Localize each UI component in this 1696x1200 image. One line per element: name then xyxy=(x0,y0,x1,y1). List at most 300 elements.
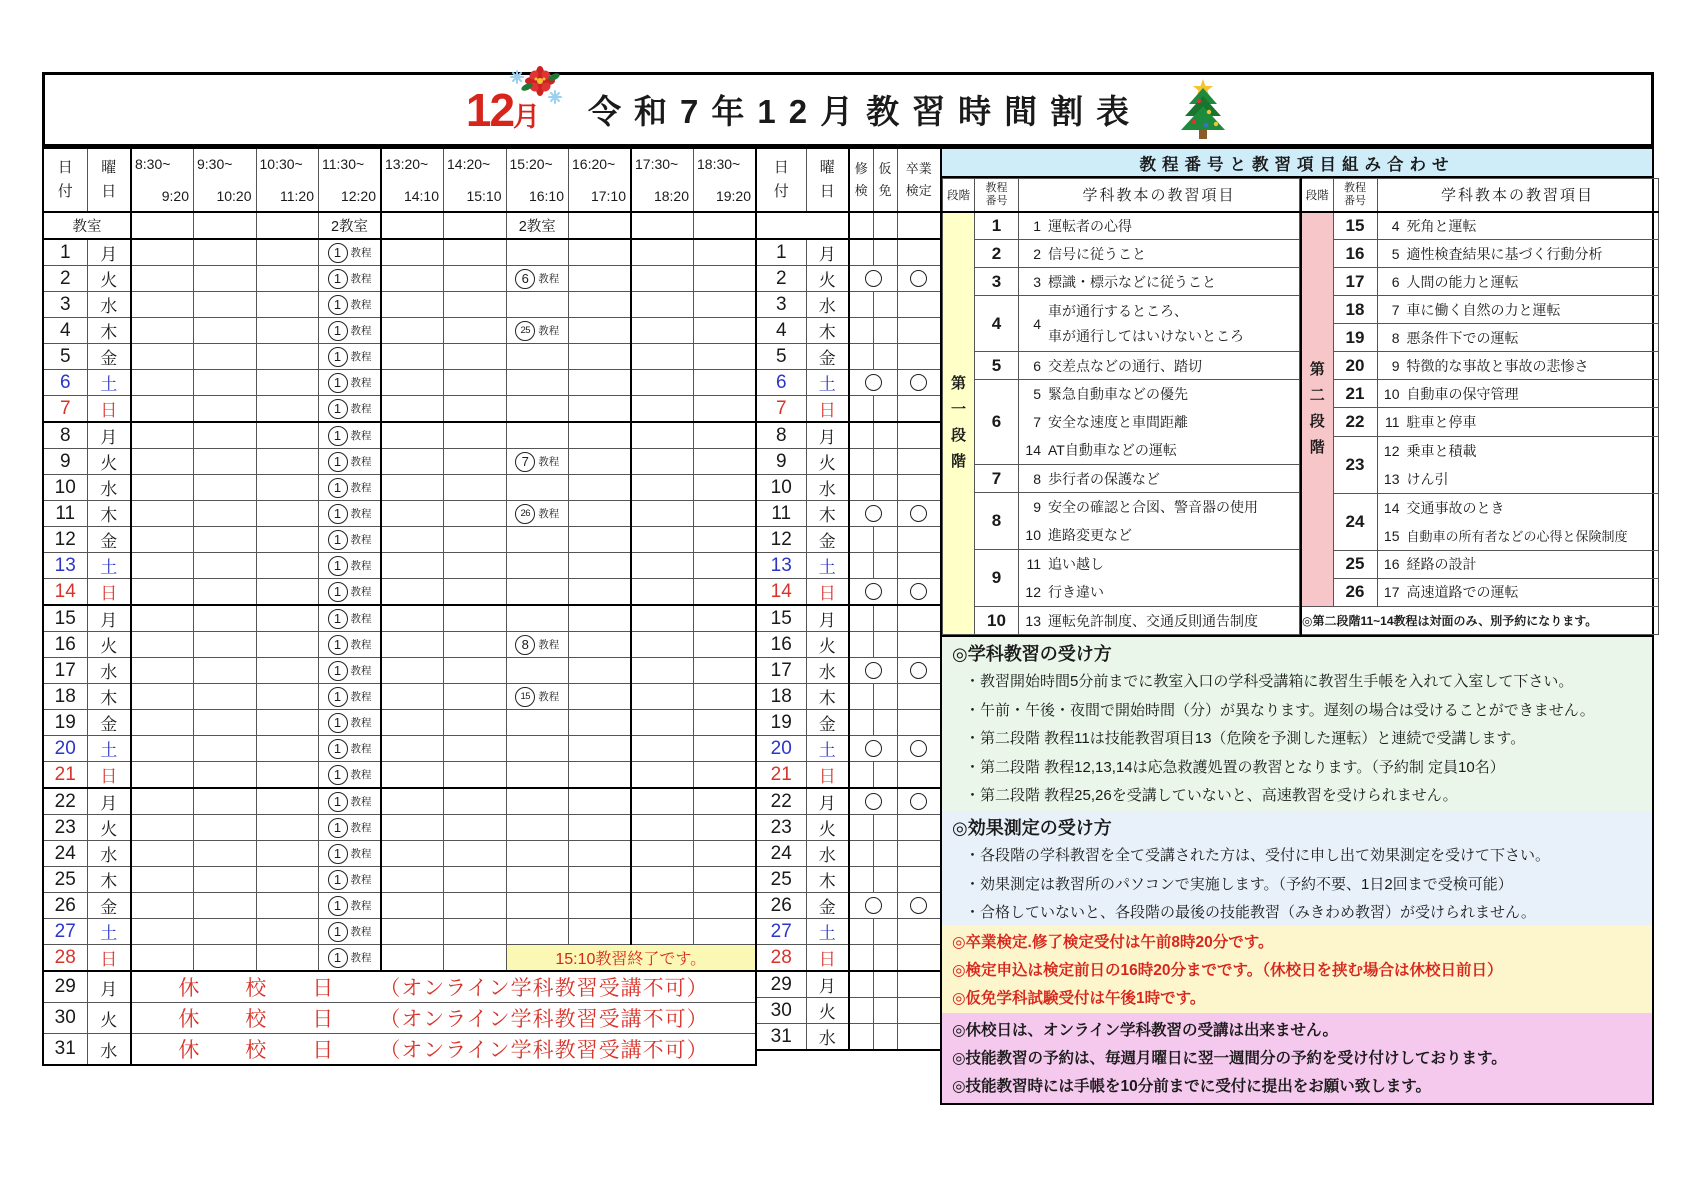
slot-cell xyxy=(194,396,257,423)
slot-cell xyxy=(256,475,319,501)
dow-cell: 日 xyxy=(806,945,849,972)
graduation-test-cell xyxy=(897,841,941,867)
date-cell: 27 xyxy=(43,919,87,945)
lesson-item-number: 14 xyxy=(1383,499,1400,516)
slot-cell xyxy=(381,867,444,893)
blank-cell xyxy=(897,212,941,239)
dow-cell: 木 xyxy=(87,501,131,527)
lesson-label: 教程 xyxy=(350,560,372,572)
completion-provisional-cell xyxy=(849,893,897,919)
lesson-item-number: 15 xyxy=(1383,527,1400,544)
lesson-item xyxy=(1378,494,1658,522)
slot-cell xyxy=(569,867,632,893)
extra-lesson-cell xyxy=(506,266,569,292)
dow-cell: 土 xyxy=(87,370,131,396)
lesson-number: 19 xyxy=(1333,324,1377,352)
room-cell xyxy=(194,212,257,239)
slot-cell xyxy=(444,893,507,919)
notes-section-test xyxy=(942,811,1652,925)
lesson-item-text: 安全の確認と合図、警音器の使用 xyxy=(1048,499,1258,515)
lesson-item-text: 経路の設計 xyxy=(1406,556,1477,573)
graduation-test-cell xyxy=(897,893,941,919)
lesson-item xyxy=(1378,522,1658,550)
lesson-number-circle: 1 xyxy=(328,687,348,707)
slot-cell xyxy=(506,370,569,396)
lesson-number: 17 xyxy=(1333,268,1377,296)
graduation-test-cell xyxy=(897,292,941,318)
time-slot-start: 14:20~ xyxy=(447,156,491,172)
slot-cell xyxy=(256,893,319,919)
lesson-label: 教程 xyxy=(350,534,372,546)
provisional-license-cell xyxy=(873,396,897,423)
slot-cell xyxy=(631,710,694,736)
time-slot-header xyxy=(256,148,319,212)
date-cell: 6 xyxy=(43,370,87,396)
lesson-label: 教程 xyxy=(350,351,372,363)
date-cell: 13 xyxy=(43,553,87,579)
first-lesson-cell xyxy=(319,658,382,684)
graduation-test-cell xyxy=(897,736,941,762)
first-lesson-cell xyxy=(319,501,382,527)
first-lesson-cell xyxy=(319,605,382,632)
slot-cell xyxy=(631,422,694,449)
slot-cell xyxy=(694,579,757,606)
exam-day-row xyxy=(756,1024,941,1051)
lesson-label: 教程 xyxy=(350,613,372,625)
dow-cell: 月 xyxy=(87,422,131,449)
lesson-items xyxy=(1377,212,1658,240)
slot-cell xyxy=(444,527,507,553)
lesson-label: 教程 xyxy=(350,952,372,964)
slot-cell xyxy=(506,553,569,579)
graduation-test-cell xyxy=(897,971,941,998)
dow-cell: 土 xyxy=(87,736,131,762)
time-slot-header xyxy=(319,148,382,212)
slot-cell xyxy=(506,475,569,501)
room-cell xyxy=(131,212,194,239)
slot-cell xyxy=(569,815,632,841)
dow-header-line: 曜 xyxy=(101,159,117,176)
lesson-number-circle: 1 xyxy=(328,948,348,968)
completion-test-cell xyxy=(849,684,873,710)
lesson-item-text: 行き違い xyxy=(1048,584,1104,600)
extra-lesson-cell xyxy=(506,449,569,475)
day-row xyxy=(43,422,756,449)
stage2-note-row xyxy=(1301,606,1658,634)
slot-cell xyxy=(194,893,257,919)
completion-test-cell xyxy=(849,710,873,736)
lesson-number-circle: 1 xyxy=(328,818,348,838)
dow-cell: 水 xyxy=(87,1034,131,1066)
lesson-row xyxy=(1301,578,1658,606)
first-lesson-cell xyxy=(319,841,382,867)
lesson-item xyxy=(1019,521,1299,549)
slot-cell xyxy=(694,605,757,632)
slot-cell xyxy=(256,370,319,396)
day-row xyxy=(43,736,756,762)
slot-cell xyxy=(694,501,757,527)
slot-cell xyxy=(444,501,507,527)
lesson-item-number: 7 xyxy=(1391,301,1400,318)
date-cell: 26 xyxy=(43,893,87,919)
slot-cell xyxy=(444,344,507,370)
lesson-label: 教程 xyxy=(350,430,372,442)
slot-cell xyxy=(694,475,757,501)
slot-cell xyxy=(631,867,694,893)
slot-cell xyxy=(694,396,757,423)
lesson-item xyxy=(1378,384,1658,404)
first-lesson-cell xyxy=(319,292,382,318)
lesson-item-text: 緊急自動車などの優先 xyxy=(1048,386,1188,402)
lesson-number-circle: 1 xyxy=(328,452,348,472)
calendar-header-row xyxy=(43,148,756,212)
lesson-item xyxy=(1019,380,1299,408)
lesson-item-text: 運転免許制度、交通反則通告制度 xyxy=(1048,612,1258,629)
page-title: 令和7年12月教習時間割表 xyxy=(588,93,1143,130)
exam-circle xyxy=(865,374,882,391)
slot-cell xyxy=(381,815,444,841)
lesson-item-text: 安全な速度と車間距離 xyxy=(1048,414,1188,430)
slot-cell xyxy=(569,893,632,919)
stage-label-char: 階 xyxy=(950,453,966,471)
date-cell: 11 xyxy=(756,501,806,527)
dow-cell: 日 xyxy=(806,762,849,789)
date-header-line: 日 xyxy=(57,159,73,176)
completion-test-cell xyxy=(849,841,873,867)
provisional-license-cell xyxy=(873,684,897,710)
date-cell: 10 xyxy=(756,475,806,501)
notes-section-lecture xyxy=(942,637,1652,811)
time-slot-end: 16:10 xyxy=(528,188,564,204)
provisional-license-cell xyxy=(873,1024,897,1051)
completion-test-cell xyxy=(849,867,873,893)
note-heading: ◎効果測定の受け方 xyxy=(952,818,1112,838)
slot-cell xyxy=(131,945,194,972)
lesson-item-text: 高速道路での運転 xyxy=(1406,584,1519,601)
first-lesson-cell xyxy=(319,344,382,370)
dow-cell: 火 xyxy=(806,815,849,841)
exam-header-row xyxy=(756,148,941,212)
exam-day-row xyxy=(756,632,941,658)
note-line: ・第二段階 教程25,26を受講していないと、高速教習を受けられません。 xyxy=(965,787,1458,804)
slot-cell xyxy=(131,579,194,606)
graduation-test-cell xyxy=(897,815,941,841)
lesson-label: 教程 xyxy=(350,822,372,834)
slot-cell xyxy=(131,449,194,475)
first-lesson-cell xyxy=(319,632,382,658)
calendar-table xyxy=(42,147,757,1066)
slot-cell xyxy=(569,318,632,344)
lesson-row xyxy=(1301,296,1658,324)
note-line: ◎卒業検定.修了検定受付は午前8時20分です。 xyxy=(952,934,1274,951)
slot-cell xyxy=(694,841,757,867)
dow-cell: 日 xyxy=(806,579,849,606)
exam-day-row xyxy=(756,736,941,762)
time-slot-end: 12:20 xyxy=(340,188,376,204)
slot-cell xyxy=(131,239,194,266)
exam-day-row xyxy=(756,684,941,710)
lesson-item xyxy=(1378,465,1658,493)
completion-test-cell xyxy=(849,553,873,579)
slot-cell xyxy=(256,710,319,736)
lesson-item-number: 17 xyxy=(1383,584,1400,601)
exam-circle xyxy=(865,583,882,600)
provisional-license-cell xyxy=(873,632,897,658)
lesson-number-circle: 25 xyxy=(515,321,535,341)
dow-cell: 水 xyxy=(87,475,131,501)
date-cell: 14 xyxy=(43,579,87,606)
lesson-item-number: 6 xyxy=(1033,357,1041,374)
day-row xyxy=(43,318,756,344)
lesson-item-number: 5 xyxy=(1033,386,1041,402)
lesson-items xyxy=(1377,550,1658,578)
stage-label-char: 一 xyxy=(950,401,966,419)
slot-cell xyxy=(194,239,257,266)
provisional-license-cell xyxy=(873,919,897,945)
slot-cell xyxy=(694,893,757,919)
lesson-item-number: 14 xyxy=(1025,442,1041,458)
lesson-number-circle: 1 xyxy=(328,739,348,759)
first-lesson-cell xyxy=(319,736,382,762)
time-slot-header xyxy=(569,148,632,212)
lesson-item-text: 運転者の心得 xyxy=(1048,217,1132,234)
exam-day-row xyxy=(756,605,941,632)
lesson-item-number: 11 xyxy=(1026,556,1041,572)
lesson-row xyxy=(1301,436,1658,493)
completion-provisional-cell xyxy=(849,736,897,762)
lesson-tables xyxy=(940,178,1654,637)
lesson-item-text: 標識・標示などに従うこと xyxy=(1048,273,1216,290)
day-row xyxy=(43,788,756,815)
dow-cell: 日 xyxy=(806,396,849,423)
dow-cell: 水 xyxy=(806,841,849,867)
time-slot-start: 15:20~ xyxy=(509,156,553,172)
lesson-number-circle: 6 xyxy=(515,269,535,289)
slot-cell xyxy=(694,684,757,710)
dow-cell: 月 xyxy=(806,971,849,998)
closure-cell xyxy=(131,971,756,1003)
lesson-label: 教程 xyxy=(538,325,560,337)
lesson-item-number: 2 xyxy=(1033,245,1041,262)
dow-cell: 木 xyxy=(87,684,131,710)
slot-cell xyxy=(381,396,444,423)
slot-cell xyxy=(131,396,194,423)
slot-cell xyxy=(631,318,694,344)
date-cell: 7 xyxy=(756,396,806,423)
slot-cell xyxy=(131,475,194,501)
dow-cell: 日 xyxy=(87,579,131,606)
provisional-license-cell xyxy=(873,841,897,867)
lesson-items xyxy=(1377,578,1658,606)
lesson-number: 25 xyxy=(1333,550,1377,578)
slot-cell xyxy=(256,919,319,945)
slot-cell xyxy=(256,239,319,266)
exam-day-row xyxy=(756,658,941,684)
first-lesson-cell xyxy=(319,527,382,553)
exam-day-row xyxy=(756,422,941,449)
day-row xyxy=(43,710,756,736)
slot-cell xyxy=(569,239,632,266)
graduation-test-cell xyxy=(897,396,941,423)
dow-cell: 火 xyxy=(806,449,849,475)
lesson-item-number: 10 xyxy=(1383,385,1400,402)
lesson-table-stage2 xyxy=(1300,178,1659,635)
slot-cell xyxy=(194,449,257,475)
slot-cell xyxy=(569,762,632,789)
slot-cell xyxy=(444,762,507,789)
slot-cell xyxy=(381,893,444,919)
date-header-line: 付 xyxy=(773,183,789,200)
day-row xyxy=(43,1003,756,1034)
lesson-number-circle: 1 xyxy=(328,792,348,812)
room-label-cell: 教室 xyxy=(43,212,131,239)
lesson-number-circle: 1 xyxy=(328,844,348,864)
graduation-test-cell xyxy=(897,658,941,684)
completion-test-cell xyxy=(849,292,873,318)
exam-day-row xyxy=(756,867,941,893)
slot-cell xyxy=(506,239,569,266)
lesson-item xyxy=(1378,272,1658,292)
provisional-license-cell xyxy=(873,344,897,370)
exam-day-row xyxy=(756,579,941,606)
exam-circle xyxy=(910,583,927,600)
slot-cell xyxy=(131,658,194,684)
graduation-test-cell xyxy=(897,318,941,344)
lesson-number: 24 xyxy=(1333,493,1377,550)
lesson-number-circle: 1 xyxy=(328,896,348,916)
dow-cell: 火 xyxy=(806,266,849,292)
lesson-number-circle: 1 xyxy=(328,321,348,341)
slot-cell xyxy=(194,292,257,318)
dow-cell: 火 xyxy=(87,1003,131,1034)
lesson-item xyxy=(1378,412,1658,432)
provisional-license-cell xyxy=(873,710,897,736)
provisional-license-header-line: 仮 xyxy=(878,161,892,176)
stage-label xyxy=(1301,212,1333,607)
title-bar xyxy=(42,72,1654,147)
poinsettia-icon xyxy=(510,65,562,107)
room-row xyxy=(756,212,941,239)
lesson-number: 4 xyxy=(975,296,1019,352)
slot-cell xyxy=(506,893,569,919)
first-lesson-cell xyxy=(319,867,382,893)
exam-circle xyxy=(910,897,927,914)
slot-cell xyxy=(694,867,757,893)
day-row xyxy=(43,605,756,632)
note-line: ◎技能教習の予約は、毎週月曜日に翌一週間分の予約を受け付けしております。 xyxy=(952,1050,1507,1067)
date-cell: 18 xyxy=(43,684,87,710)
time-slot-end: 9:20 xyxy=(161,188,189,204)
slot-cell xyxy=(631,475,694,501)
lesson-row xyxy=(943,212,1300,240)
dow-cell: 木 xyxy=(87,318,131,344)
day-row xyxy=(43,579,756,606)
day-row xyxy=(43,893,756,919)
exam-day-row xyxy=(756,501,941,527)
closure-paren: （オンライン学科教習受講不可） xyxy=(379,977,709,1000)
date-cell: 3 xyxy=(756,292,806,318)
completion-provisional-cell xyxy=(849,266,897,292)
time-slot-end: 19:20 xyxy=(715,188,751,204)
slot-cell xyxy=(381,919,444,945)
slot-cell xyxy=(194,501,257,527)
slot-cell xyxy=(194,658,257,684)
time-slot-start: 16:20~ xyxy=(572,156,616,172)
day-row xyxy=(43,475,756,501)
lesson-row xyxy=(1301,380,1658,408)
dow-cell: 水 xyxy=(87,292,131,318)
lesson-item-number: 3 xyxy=(1033,273,1041,290)
room-cell: 2教室 xyxy=(319,212,382,239)
slot-cell xyxy=(444,788,507,815)
slot-cell xyxy=(381,344,444,370)
exam-circle xyxy=(910,505,927,522)
notes xyxy=(940,637,1654,1105)
lesson-number: 9 xyxy=(975,550,1019,607)
note-line: ・効果測定は教習所のパソコンで実施します。（予約不要、1日2回まで受検可能） xyxy=(965,875,1513,893)
slot-cell xyxy=(194,736,257,762)
slot-cell xyxy=(256,501,319,527)
slot-cell xyxy=(631,449,694,475)
exam-day-row xyxy=(756,239,941,266)
lesson-item-number: 9 xyxy=(1391,357,1400,374)
slot-cell xyxy=(444,605,507,632)
slot-cell xyxy=(569,605,632,632)
provisional-license-cell xyxy=(873,971,897,998)
slot-cell xyxy=(631,736,694,762)
dow-header-line: 日 xyxy=(819,183,835,200)
lesson-row xyxy=(943,380,1300,465)
lesson-number: 7 xyxy=(975,465,1019,493)
lesson-item-text-line: 車が通行するところ、 xyxy=(1048,302,1188,319)
dow-cell: 土 xyxy=(806,919,849,945)
first-lesson-cell xyxy=(319,449,382,475)
completion-test-cell xyxy=(849,396,873,423)
time-slot-header xyxy=(194,148,257,212)
slot-cell xyxy=(194,344,257,370)
notes-section-general xyxy=(942,1013,1652,1103)
completion-test-cell xyxy=(849,815,873,841)
lesson-label: 教程 xyxy=(350,691,372,703)
slot-cell xyxy=(506,658,569,684)
stage-label-char: 段 xyxy=(1309,413,1325,431)
slot-cell xyxy=(256,527,319,553)
provisional-license-cell xyxy=(873,998,897,1024)
lesson-item xyxy=(1019,469,1299,489)
exam-day-row xyxy=(756,998,941,1024)
slot-cell xyxy=(569,370,632,396)
slot-cell xyxy=(381,579,444,606)
first-lesson-cell xyxy=(319,762,382,789)
slot-cell xyxy=(256,449,319,475)
note-line: ◎技能教習時には手帳を10分前までに受付に提出をお願い致します。 xyxy=(952,1078,1432,1095)
dow-cell: 金 xyxy=(87,710,131,736)
first-lesson-cell xyxy=(319,919,382,945)
lesson-item xyxy=(1019,299,1299,349)
lesson-item-text: 自動車の所有者などの心得と保険制度 xyxy=(1406,529,1628,545)
date-header xyxy=(756,148,806,212)
dow-cell: 水 xyxy=(806,658,849,684)
stage-label-char: 段 xyxy=(950,427,966,445)
dow-cell: 火 xyxy=(87,815,131,841)
day-row xyxy=(43,658,756,684)
slot-cell xyxy=(131,292,194,318)
exam-day-row xyxy=(756,710,941,736)
lesson-number-circle: 1 xyxy=(328,609,348,629)
date-header-line: 付 xyxy=(57,183,73,200)
slot-cell xyxy=(194,579,257,606)
slot-cell xyxy=(631,266,694,292)
